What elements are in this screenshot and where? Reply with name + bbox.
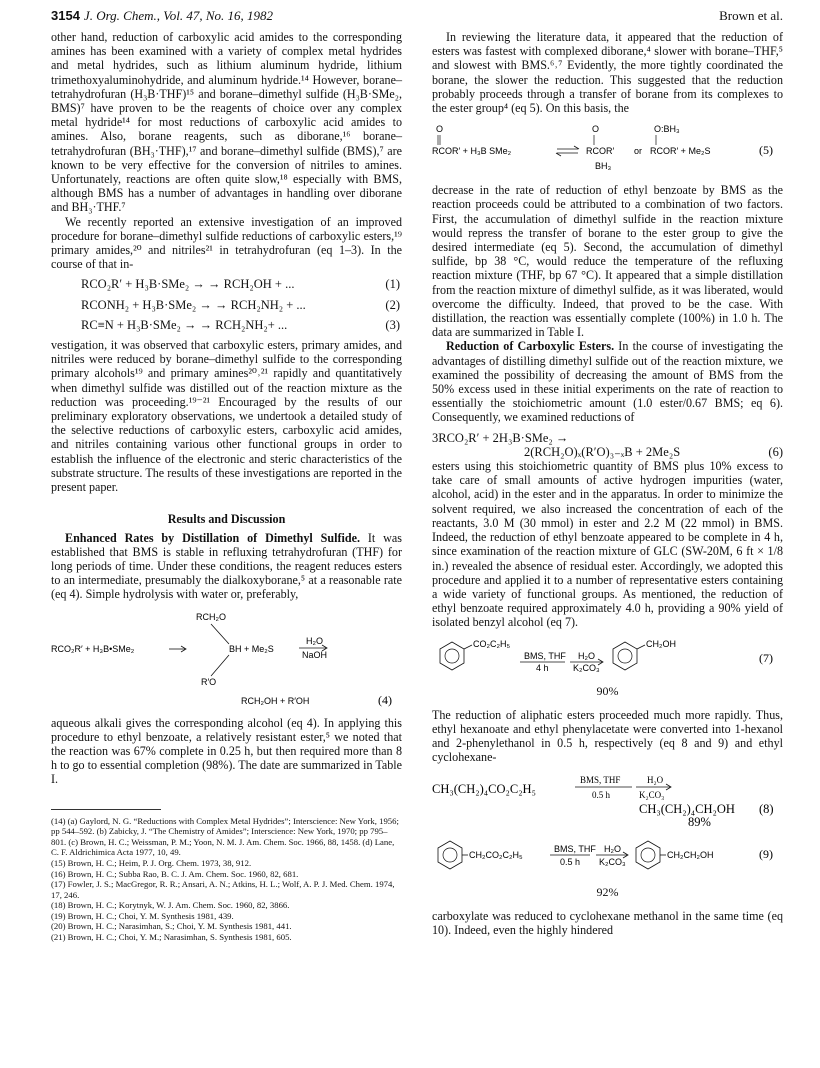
yield-9: 92% (596, 884, 619, 899)
left-column (51, 30, 402, 943)
scheme-label: O (436, 124, 444, 135)
scheme-label: BMS, THF (554, 843, 596, 854)
reaction-scheme-8 (432, 773, 783, 829)
equation-3 (81, 318, 402, 332)
benzene-ring-icon (636, 841, 660, 869)
scheme-label: RCO₂R′ + H₃B•SMe₂ (51, 643, 135, 654)
scheme-label: BMS, THF (580, 774, 621, 785)
reaction-scheme-4 (51, 610, 402, 708)
arrowhead (556, 153, 561, 156)
paragraph: The reduction of aliphatic esters proceeded much more rapidly. Thus, ethyl hexanoate and ethyl phenylacetate were converted into 1-hexanol and 2-phenylethanol in 0.5 h, respectively (eq 8 and 9) and ethyl cyclohexane- (432, 707, 783, 765)
scheme-label: CO₂C₂H₅ (473, 638, 511, 649)
paragraph (432, 339, 783, 424)
scheme-label: RCOR′ + H₃B SMe₂ (432, 146, 512, 157)
scheme-label: R′O (201, 676, 217, 687)
scheme-label: H₂O (306, 635, 323, 646)
journal-citation: J. Org. Chem., Vol. 47, No. 16, 1982 (83, 8, 274, 23)
scheme-label: 0.5 h (592, 789, 610, 800)
paragraph: In reviewing the literature data, it appeared that the reduction of esters was fastest with complexed diborane,⁴ slower with borane–THF,⁵ and slowest with BMS.⁶˒⁷ Evidently, the more tightly coordinated the borane, the slower the reduction. This suggested that the reduction probably proceeds through a transfer of borane from its complexes to the ester group⁴ (eq 5). On this basis, the (432, 30, 783, 116)
bond (211, 655, 229, 676)
bond (464, 645, 472, 649)
equation-number: (6) (768, 444, 783, 459)
arrowhead (574, 146, 579, 149)
aromatic-circle (443, 848, 457, 862)
equation-2 (81, 298, 402, 312)
equation-number: (8) (759, 801, 774, 816)
benzene-ring-icon (438, 841, 462, 869)
aromatic-circle (445, 649, 459, 663)
equation-number: (3) (385, 317, 400, 332)
footnote: (17) Fowler, J. S.; MacGregor, R. R.; Ansari, A. N.; Atkins, H. L.; Wolf, A. P. J. Med. Chem. 1974, 17, 246. (51, 879, 395, 900)
footnote: (19) Brown, H. C.; Choi, Y. M. Synthesis 1981, 439. (51, 910, 234, 921)
paragraph: decrease in the rate of reduction of ethyl benzoate by BMS as the reaction proceeds could be attributed to a combination of two factors. First, the accumulation of dimethyl sulfide in the reaction mixture would repress the transfer of borane to the ester group to give the desired intermediate (eq 5). Second, the accumulation of dimethyl sulfide, bp 38 °C, would reduce the temperature of the refluxing reaction mixture (THF, bp 67 °C). It appeared that a simple distillation from the reaction mixture of dimethyl sulfide, as it was liberated, would overcome the difficulty. Indeed, that proved to be the case. With distillation, the reaction was essentially complete (100%) in 1.0 h. The data are summarized in Table I. (432, 183, 783, 340)
scheme-label: H₂O (604, 843, 621, 854)
scheme-label: CH₂OH (646, 638, 676, 649)
paragraph-text: In the course of investigating the advantages of distilling dimethyl sulfide out of the reaction mixture, we examined the possibility of decreasing the amount of BMS from the 50% excess used in these initial experiments on the rate of reaction to essentially the stoichiometric amount (1.0 ester/0.67 BMS; eq 6). Consequently, we examined reductions of (432, 339, 783, 425)
benzene-ring-icon (613, 642, 637, 670)
reaction-scheme-5 (432, 123, 783, 175)
footnote: (20) Brown, H. C.; Narasimhan, S.; Choi, Y. M. Synthesis 1981, 441. (51, 921, 292, 932)
scheme-label: K₂CO₃ (639, 789, 665, 800)
aromatic-circle (618, 649, 632, 663)
equation-text: 2(RCH₂O)ₓ(R′O)₃₋ₓB + 2Me₂S (524, 444, 681, 459)
equation-text: RC≡N + H₃B·SMe₂ → → RCH₂NH₂+ ... (81, 317, 288, 332)
equation-text: 3RCO₂R′ + 2H₃B·SMe₂ → (432, 430, 569, 445)
equation-number: (9) (759, 846, 773, 861)
paragraph: other hand, reduction of carboxylic acid amides to the corresponding amines has been examined with a variety of complex metal hydrides and metal hydrides, such as lithium aluminum hydride, lithium trimethoxyaluminohydride, and aluminum hydride.¹⁴ However, borane–tetrahydrofuran (H₃B·THF)¹⁵ and borane–dimethyl sulfide (H₃B·SMe₂, BMS)⁷ have proven to be the reagents of choice over any complex metal hydride¹⁴ for most reductions of carboxylic acid amides to amines. Also, borane reagents, such as diborane,¹⁶ borane–tetrahydrofuran (BH₃·THF),¹⁷ and borane–dimethyl sulfide (BMS),⁷ are known to be very effective for the conversion of nitriles to amines. Unfortunately, reactions are often quite slow,¹⁸ especially with BMS, although BMS has a number of advantages in handling over diborane and BH₃·THF.⁷ (51, 30, 402, 215)
scheme-label: O (592, 124, 600, 135)
footnote: (21) Brown, H. C.; Choi, Y. M.; Narasimhan, S. Synthesis 1981, 605. (51, 932, 292, 943)
reaction-scheme-9 (432, 837, 783, 877)
bond (637, 645, 645, 649)
equation-number: (7) (759, 650, 773, 665)
scheme-label: O:BH₃ (654, 124, 680, 135)
paragraph: vestigation, it was observed that carboxylic esters, primary amides, and nitriles were reduced by borane–dimethyl sulfide to the corresponding primary alcohols¹⁹ and primary amines²⁰˒²¹ rapidly and quantitatively when dimethyl sulfide was distilled out of the reaction mixture as the reduction was proceeding.¹⁹⁻²¹ Encouraged by the results of our preliminary exploratory observations, we undertook a detailed study of the selective reductions of carboxylic esters, carboxylic acid amides, and nitriles containing various other functional groups in order to establish the influence of the electronic and steric characteristics of the substrate structure. The results of these investigations are reported in the present paper. (51, 338, 402, 495)
page-number: 3154 (51, 8, 80, 23)
right-column (432, 30, 783, 937)
footnote: (18) Brown, H. C.; Korytnyk, W. J. Am. Chem. Soc. 1960, 82, 3866. (51, 900, 290, 911)
scheme-label: RCOR′ + Me₂S (650, 146, 711, 157)
equation-text: RCONH₂ + H₃B·SMe₂ → → RCH₂NH₂ + ... (81, 297, 306, 312)
equation-number: (1) (385, 277, 400, 292)
equation-1 (81, 277, 402, 291)
yield-7: 90% (596, 683, 619, 698)
scheme-label: K₂CO₃ (573, 662, 600, 673)
scheme-label: BH + Me₂S (229, 643, 274, 654)
running-header-left (51, 8, 273, 24)
scheme-label: NaOH (302, 649, 328, 660)
scheme-label: H₂O (647, 774, 664, 785)
scheme-label: RCH₂O (196, 611, 226, 622)
scheme-9-drawing (432, 837, 783, 877)
equation-6 (432, 431, 783, 459)
scheme-label: RCOR′ (586, 146, 615, 157)
scheme-7-drawing (432, 638, 783, 676)
scheme-label: BMS, THF (524, 650, 566, 661)
scheme-label: CH₃(CH₂)₄CH₂OH (639, 801, 735, 816)
paragraph: esters using this stoichiometric quantity of BMS plus 10% excess to take care of small amounts of active hydrogen impurities (water, alcohol, acid) in the ester and in the apparatus. In order to minimize the solvent required, we also increased the concentration of each of the reactants, 3.0 M (30 mmol) in ester and 2.2 M (22 mmol) in BMS. Indeed, the reduction of ethyl benzoate appeared to be complete in 4 h, since examination of the reaction mixture of GLC (SW-20M, 6 ft × 1/8 in.) revealed the absence of residual ester. Accordingly, we adopted this procedure and applied it to a number of representative esters containing a wide variety of functional groups. As mentioned, the reduction of ethyl benzoate required approximately 4.0 h, providing a 90% yield of isolated benzyl alcohol (eq 7). (432, 459, 783, 630)
scheme-label: H₂O (578, 650, 595, 661)
scheme-4-drawing (51, 610, 402, 708)
running-header-authors: Brown et al. (719, 8, 783, 23)
scheme-label: RCH₂OH + R′OH (241, 695, 310, 706)
scheme-8-drawing (432, 773, 783, 829)
bond (211, 624, 229, 644)
benzene-ring-icon (440, 642, 464, 670)
scheme-label: CH₂CH₂OH (667, 849, 714, 860)
scheme-label: 4 h (536, 662, 549, 673)
scheme-5-drawing (432, 123, 783, 175)
footnote: (16) Brown, H. C.; Subba Rao, B. C. J. Am. Chem. Soc. 1960, 82, 681. (51, 868, 299, 879)
paragraph (51, 531, 402, 602)
aromatic-circle (641, 848, 655, 862)
footnote-rule (51, 809, 161, 810)
paragraph: aqueous alkali gives the corresponding alcohol (eq 4). In applying this procedure to ethyl benzoate, a relatively resistant ester,⁵ we noted that the reaction was 67% complete in 0.25 h, but then required more than 8 h to go to essential completion (98%). The date are summarized in Table I. (51, 715, 403, 787)
equation-text: RCO₂R′ + H₃B·SMe₂ → → RCH₂OH + ... (81, 277, 295, 292)
yield-8: 89% (688, 814, 711, 829)
scheme-label: or (634, 146, 643, 157)
scheme-label: CH₃(CH₂)₄CO₂C₂H₅ (432, 781, 536, 796)
run-in-heading: Enhanced Rates by Distillation of Dimethyl Sulfide. (65, 530, 360, 545)
reaction-scheme-7 (432, 638, 783, 676)
footnotes (51, 816, 402, 943)
scheme-label: CH₂CO₂C₂H₅ (469, 849, 523, 860)
footnote: (15) Brown, H. C.; Heim, P. J. Org. Chem. 1973, 38, 912. (51, 857, 252, 868)
equation-number: (5) (759, 143, 773, 158)
equation-number: (4) (378, 692, 392, 707)
run-in-heading: Reduction of Carboxylic Esters. (446, 339, 615, 354)
section-heading: Results and Discussion (167, 512, 286, 527)
scheme-label: 0.5 h (560, 856, 581, 867)
paragraph: We recently reported an extensive investigation of an improved procedure for borane–dimethyl sulfide reductions of carboxylic esters,¹⁹ primary amides,²⁰ and nitriles²¹ in tetrahydrofuran (eq 1–3). In the course of that in- (51, 214, 402, 272)
equation-number: (2) (385, 297, 400, 312)
scheme-label: BH₃ (595, 161, 612, 172)
paragraph: carboxylate was reduced to cyclohexane methanol in the same time (eq 10). Indeed, even the highly hindered (432, 908, 783, 937)
equation-line (432, 445, 783, 459)
scheme-label: K₂CO₃ (599, 856, 626, 867)
paragraph-text: It was established that BMS is stable in refluxing tetrahydrofuran (THF) for long periods of time. Under these conditions, the reagent reduces esters to an intermediate, presumably the dialkoxyborane,⁵ at a reasonable rate (eq 4). Simple hydrolysis with water or, preferably, (51, 530, 402, 602)
footnote: (14) (a) Gaylord, N. G. “Reductions with Complex Metal Hydrides”; Interscience: New York, 1956; pp 544–592. (b) Zabicky, J. “The Chemistry of Amides”; Interscience: New York, 1970; pp 795–801. (c) Brown, H. C.; Weissman, P. M.; Yoon, N. M. J. Am. Chem. Soc. 1966, 88, 1458. (d) Lane, C. F. Aldrichimica Acta 1977, 10, 49. (51, 815, 399, 858)
